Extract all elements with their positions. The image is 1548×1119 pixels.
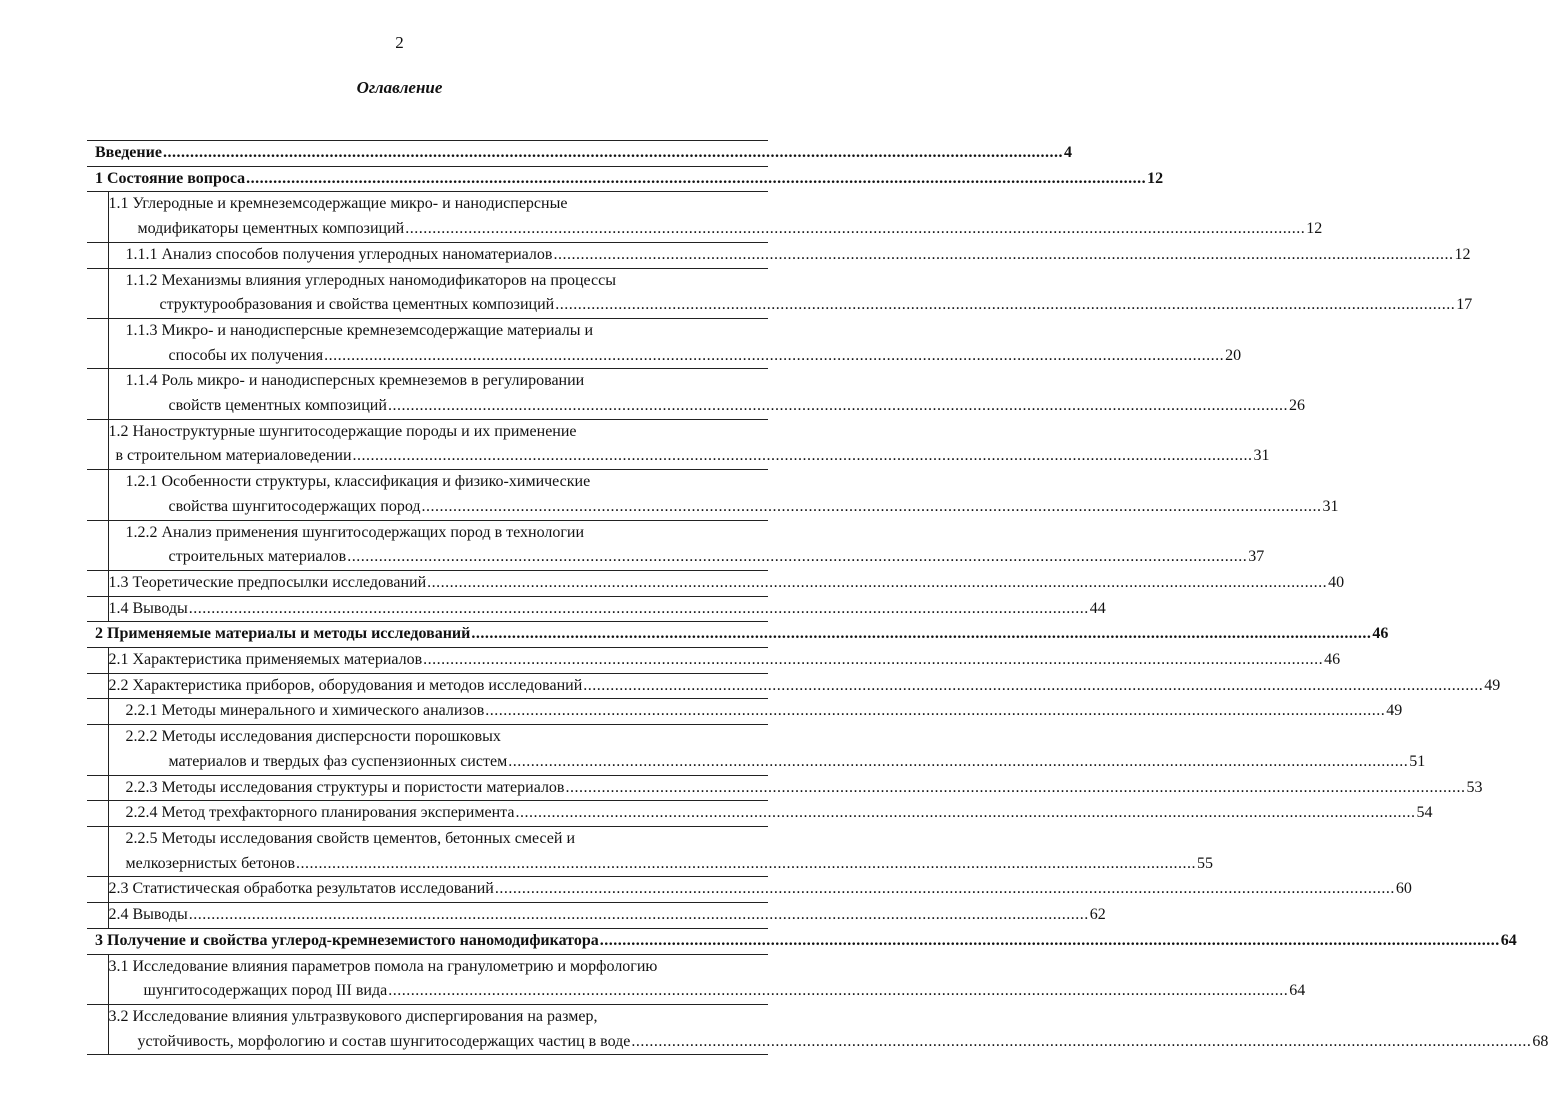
dot-leader: ........................................................................................................................................................................................................ <box>565 778 1466 796</box>
toc-entry-ch1[interactable] <box>87 167 1164 192</box>
toc-row <box>87 192 768 242</box>
toc-indent-cell <box>87 369 108 419</box>
toc-row <box>87 801 768 827</box>
toc-row <box>87 725 768 775</box>
toc-page-number: 60 <box>1395 880 1412 898</box>
toc-row <box>87 775 768 801</box>
toc-entry-title: 3 Получение и свойства углерод-кремнеземистого наномодификатора <box>95 931 599 949</box>
toc-entry-cell <box>108 520 1265 570</box>
toc-indent-cell <box>87 268 108 318</box>
toc-entry-ch3[interactable] <box>87 929 1517 954</box>
toc-entry-title-line: 3.2 Исследование влияния ультразвукового диспергирования на размер, <box>108 1007 598 1025</box>
toc-entry-title: 2.1 Характеристика применяемых материалов <box>108 651 423 669</box>
toc-entry-cell <box>108 903 1106 929</box>
toc-entry-cell <box>108 877 1412 903</box>
toc-page-number: 31 <box>1322 497 1339 515</box>
toc-row <box>87 369 768 419</box>
toc-entry-title: материалов и твердых фаз суспензионных систем <box>168 752 508 770</box>
toc-page-number: 44 <box>1089 599 1106 617</box>
toc-entry-s1-2-2[interactable] <box>109 521 1265 570</box>
toc-indent-cell <box>87 520 108 570</box>
dot-leader: ........................................................................................................................................................................................................ <box>515 804 1416 822</box>
toc-row <box>87 419 768 469</box>
toc-entry-s1-1-2[interactable] <box>109 269 1473 318</box>
toc-indent-cell <box>87 570 108 596</box>
toc-entry-title-line: 1.2 Наноструктурные шунгитосодержащие породы и их применение <box>108 422 577 440</box>
toc-entry-ch2[interactable] <box>87 622 1389 647</box>
toc-entry-title: 2.2.4 Метод трехфакторного планирования эксперимента <box>125 804 515 822</box>
toc-row <box>87 166 768 192</box>
toc-entry-cell <box>108 470 1339 520</box>
toc-page-number: 26 <box>1288 397 1305 415</box>
toc-indent-cell <box>87 775 108 801</box>
toc-entry-title: устойчивость, морфологию и состав шунгитосодержащих частиц в воде <box>137 1032 631 1050</box>
toc-entry-s2-4[interactable] <box>108 903 1106 928</box>
toc-entry-title: шунгитосодержащих пород III вида <box>143 982 388 1000</box>
toc-entry-title: структурообразования и свойства цементных композиций <box>159 296 555 314</box>
dot-leader: ........................................................................................................................................................................................................ <box>388 982 1289 1000</box>
toc-page-number: 31 <box>1253 447 1270 465</box>
toc-entry-s1-1-4[interactable] <box>109 369 1305 418</box>
toc-table <box>87 140 1548 1055</box>
toc-indent-cell <box>87 596 108 622</box>
toc-entry-cell <box>87 141 1072 167</box>
toc-page-number: 64 <box>1289 982 1306 1000</box>
dot-leader: ........................................................................................................................................................................................................ <box>485 702 1386 720</box>
toc-entry-title: 1.4 Выводы <box>108 599 188 617</box>
toc-entry-s1-3[interactable] <box>108 571 1345 596</box>
toc-entry-s2-3[interactable] <box>108 877 1412 902</box>
dot-leader: ........................................................................................................................................................................................................ <box>188 599 1089 617</box>
toc-page-number: 62 <box>1089 906 1106 924</box>
toc-row <box>87 622 768 648</box>
toc-page-number: 37 <box>1248 548 1265 566</box>
toc-row <box>87 470 768 520</box>
toc-entry-cell <box>87 622 1389 648</box>
toc-entry-cell <box>108 268 1473 318</box>
page-number: 2 <box>395 33 404 52</box>
toc-entry-title: Введение <box>95 144 162 161</box>
toc-row <box>87 954 768 1004</box>
dot-leader: ........................................................................................................................................................................................................ <box>555 296 1456 314</box>
toc-entry-title: 2.2.1 Методы минерального и химического анализов <box>125 702 485 720</box>
toc-entry-cell <box>108 596 1106 622</box>
toc-indent-cell <box>87 192 108 242</box>
toc-entry-title: свойств цементных композиций <box>168 397 387 415</box>
toc-entry-s2-2-5[interactable] <box>109 827 1213 876</box>
toc-entry-s2-2[interactable] <box>108 674 1501 699</box>
toc-indent-cell <box>87 242 108 268</box>
toc-entry-s3-1[interactable] <box>108 955 1306 1004</box>
toc-indent-cell <box>87 725 108 775</box>
toc-entry-title-line: 1.1.4 Роль микро- и нанодисперсных кремнеземов в регулировании <box>125 372 585 390</box>
toc-entry-cell <box>108 1004 1548 1054</box>
toc-title: Оглавление <box>356 78 443 97</box>
toc-indent-cell <box>87 699 108 725</box>
toc-entry-title: 1.3 Теоретические предпосылки исследований <box>108 573 427 591</box>
toc-entry-s1-1-3[interactable] <box>109 319 1242 368</box>
toc-indent-cell <box>87 673 108 699</box>
dot-leader: ........................................................................................................................................................................................................ <box>405 220 1306 238</box>
toc-row <box>87 1004 768 1054</box>
toc-entry-cell <box>108 775 1483 801</box>
toc-page-number: 12 <box>1147 169 1164 187</box>
toc-page-number: 20 <box>1225 346 1242 364</box>
toc-entry-title: 2.2.3 Методы исследования структуры и пористости материалов <box>125 778 565 796</box>
toc-row <box>87 596 768 622</box>
dot-leader: ........................................................................................................................................................................................................ <box>508 752 1409 770</box>
toc-indent-cell <box>87 903 108 929</box>
toc-entry-title-line: 1.1.2 Механизмы влияния углеродных наномодификаторов на процессы <box>125 271 616 289</box>
dot-leader: ........................................................................................................................................................................................................ <box>494 880 1395 898</box>
toc-entry-title-line: 1.1.3 Микро- и нанодисперсные кремнеземсодержащие материалы и <box>125 321 594 339</box>
toc-entry-s1-4[interactable] <box>108 597 1106 622</box>
toc-entry-title: модификаторы цементных композиций <box>137 220 405 238</box>
toc-entry-s1-1-1[interactable] <box>109 243 1471 268</box>
toc-row <box>87 242 768 268</box>
dot-leader: ........................................................................................................................................................................................................ <box>471 625 1372 643</box>
toc-row <box>87 141 768 167</box>
toc-page-number: 55 <box>1197 854 1213 872</box>
toc-row <box>87 648 768 674</box>
toc-entry-cell <box>108 725 1426 775</box>
toc-row <box>87 699 768 725</box>
toc-indent-cell <box>87 419 108 469</box>
toc-entry-title-line: 2.2.2 Методы исследования дисперсности порошковых <box>125 728 501 746</box>
toc-entry-s1-1[interactable] <box>108 192 1323 241</box>
toc-entry-cell <box>108 673 1501 699</box>
toc-entry-s1-2-1[interactable] <box>109 470 1339 519</box>
toc-page-number: 54 <box>1416 804 1433 822</box>
toc-entry-intro[interactable] <box>87 141 1072 166</box>
toc-row <box>87 826 768 876</box>
toc-row <box>87 318 768 368</box>
toc-entry-s2-2-1[interactable] <box>109 699 1403 724</box>
toc-indent-cell <box>87 318 108 368</box>
dot-leader: ........................................................................................................................................................................................................ <box>599 931 1500 949</box>
toc-entry-cell <box>87 166 1164 192</box>
dot-leader: ........................................................................................................................................................................................................ <box>583 676 1484 694</box>
toc-entry-title: 2.4 Выводы <box>108 906 188 924</box>
toc-entry-title-line: 1.1 Углеродные и кремнеземсодержащие микро- и нанодисперсные <box>108 195 568 213</box>
toc-entry-title: 1 Состояние вопроса <box>95 169 246 187</box>
dot-leader: ........................................................................................................................................................................................................ <box>352 447 1253 465</box>
toc-entry-cell <box>108 242 1471 268</box>
toc-entry-cell <box>87 928 1517 954</box>
toc-entry-s2-2-3[interactable] <box>109 776 1483 801</box>
toc-page-number: 46 <box>1372 625 1389 643</box>
toc-entry-title: 2.2 Характеристика приборов, оборудования и методов исследований <box>108 676 583 694</box>
toc-entry-title: 2.3 Статистическая обработка результатов исследований <box>108 880 494 898</box>
toc-row <box>87 268 768 318</box>
toc-entry-cell <box>108 826 1213 876</box>
toc-entry-title: в строительном материаловедении <box>115 447 352 465</box>
toc-entry-s1-2[interactable] <box>108 420 1270 469</box>
toc-entry-title-line: 1.2.1 Особенности структуры, классификация и физико-химические <box>125 473 591 491</box>
dot-leader: ........................................................................................................................................................................................................ <box>188 906 1089 924</box>
toc-entry-cell <box>108 801 1433 827</box>
toc-page-number: 40 <box>1328 573 1345 591</box>
toc-page-number: 53 <box>1466 778 1483 796</box>
toc-page-number: 12 <box>1454 245 1471 263</box>
toc-entry-s2-1[interactable] <box>108 648 1341 673</box>
toc-entry-title: 1.1.1 Анализ способов получения углеродных наноматериалов <box>125 245 553 263</box>
toc-entry-title: мелкозернистых бетонов <box>125 854 295 872</box>
toc-row <box>87 928 768 954</box>
toc-page-number: 4 <box>1063 144 1072 161</box>
dot-leader: ........................................................................................................................................................................................................ <box>324 346 1225 364</box>
toc-entry-title: строительных материалов <box>168 548 347 566</box>
toc-indent-cell <box>87 801 108 827</box>
toc-page-number: 51 <box>1409 752 1426 770</box>
toc-entry-title: свойства шунгитосодержащих пород <box>168 497 421 515</box>
toc-page-number: 17 <box>1456 296 1473 314</box>
dot-leader: ........................................................................................................................................................................................................ <box>427 573 1328 591</box>
toc-page-number: 46 <box>1324 651 1341 669</box>
toc-row <box>87 673 768 699</box>
toc-entry-cell <box>108 699 1403 725</box>
dot-leader: ........................................................................................................................................................................................................ <box>162 144 1063 161</box>
toc-row <box>87 903 768 929</box>
dot-leader: ........................................................................................................................................................................................................ <box>423 651 1324 669</box>
toc-entry-cell <box>108 192 1323 242</box>
dot-leader: ........................................................................................................................................................................................................ <box>347 548 1248 566</box>
toc-entry-cell <box>108 570 1345 596</box>
toc-entry-title: 2 Применяемые материалы и методы исследований <box>95 625 471 643</box>
toc-entry-title-line: 1.2.2 Анализ применения шунгитосодержащих пород в технологии <box>125 523 585 541</box>
toc-entry-cell <box>108 318 1242 368</box>
toc-page-number: 64 <box>1500 931 1517 949</box>
toc-entry-cell <box>108 954 1306 1004</box>
toc-indent-cell <box>87 826 108 876</box>
toc-indent-cell <box>87 954 108 1004</box>
toc-entry-cell <box>108 648 1341 674</box>
toc-page-number: 12 <box>1306 220 1323 238</box>
toc-indent-cell <box>87 648 108 674</box>
dot-leader: ........................................................................................................................................................................................................ <box>631 1032 1532 1050</box>
toc-entry-title: способы их получения <box>168 346 324 364</box>
dot-leader: ........................................................................................................................................................................................................ <box>246 169 1147 187</box>
toc-row <box>87 570 768 596</box>
dot-leader: ........................................................................................................................................................................................................ <box>296 854 1196 872</box>
toc-entry-s2-2-2[interactable] <box>109 725 1426 774</box>
toc-entry-title-line: 2.2.5 Методы исследования свойств цементов, бетонных смесей и <box>125 829 576 847</box>
toc-page-number: 49 <box>1386 702 1403 720</box>
toc-entry-cell <box>108 419 1270 469</box>
dot-leader: ........................................................................................................................................................................................................ <box>421 497 1322 515</box>
toc-row <box>87 520 768 570</box>
toc-row <box>87 877 768 903</box>
toc-page-number: 68 <box>1532 1032 1548 1050</box>
toc-indent-cell <box>87 1004 108 1054</box>
toc-entry-s2-2-4[interactable] <box>109 801 1433 826</box>
toc-entry-s3-2[interactable] <box>108 1005 1548 1054</box>
toc-indent-cell <box>87 877 108 903</box>
dot-leader: ........................................................................................................................................................................................................ <box>553 245 1454 263</box>
toc-indent-cell <box>87 470 108 520</box>
toc-page-number: 49 <box>1484 676 1501 694</box>
toc-entry-cell <box>108 369 1305 419</box>
toc-entry-title-line: 3.1 Исследование влияния параметров помола на гранулометрию и морфологию <box>108 957 658 975</box>
dot-leader: ........................................................................................................................................................................................................ <box>387 397 1288 415</box>
